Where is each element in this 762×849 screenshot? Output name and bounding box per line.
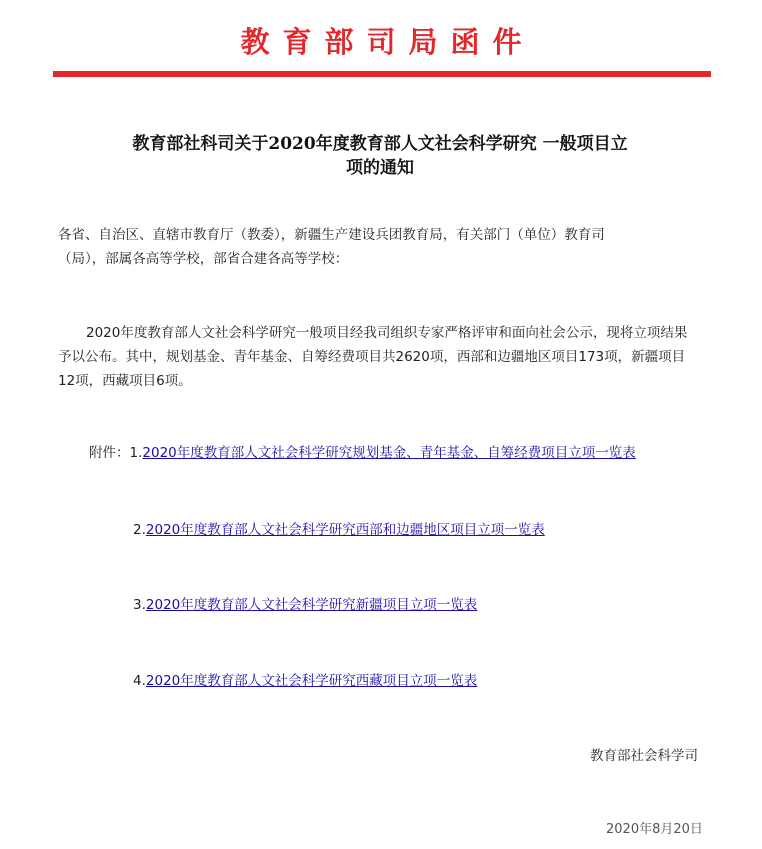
- attachment-number-1: 1.: [129, 445, 143, 461]
- attachment-number-2: 2.: [133, 522, 146, 538]
- document-title-line2: 项的通知: [346, 158, 414, 178]
- salutation-line2: （局），部属各高等学校，部省合建各高等学校：: [58, 251, 349, 267]
- body-paragraph: 2020年度教育部人文社会科学研究一般项目经我司组织专家严格评审和面向社会公示，现将立项结果予以公布。其中，规划基金、青年基金、自筹经费项目共2620项，西部和边疆地区项目173项，新疆项目12项，西藏项目6项。: [58, 325, 688, 389]
- attachment-link-4[interactable]: 2020年度教育部人文社会科学研究西藏项目立项一览表: [145, 673, 478, 689]
- attachment-link-2[interactable]: 2020年度教育部人文社会科学研究西部和边疆地区项目立项一览表: [145, 522, 545, 538]
- attachment-prefix: 附件：: [89, 445, 130, 461]
- attachment-number-3: 3.: [133, 597, 146, 613]
- salutation-line1: 各省、自治区、直辖市教育厅（教委），新疆生产建设兵团教育局，有关部门（单位）教育司: [58, 227, 605, 243]
- signature-date: 2020年8月20日: [606, 822, 703, 837]
- attachment-item-3: [133, 595, 477, 615]
- attachment-item-1: [89, 443, 636, 463]
- attachment-number-4: 4.: [133, 673, 146, 689]
- attachment-link-3[interactable]: 2020年度教育部人文社会科学研究新疆项目立项一览表: [145, 597, 478, 613]
- letterhead-red-rule: [53, 71, 711, 77]
- signer: 教育部社会科学司: [590, 748, 698, 764]
- letterhead-title: 教育部司局函件: [240, 25, 535, 59]
- salutation: [58, 223, 698, 271]
- attachment-item-4: [133, 671, 477, 691]
- document-title: [60, 132, 700, 180]
- attachment-link-1[interactable]: 2020年度教育部人文社会科学研究规划基金、青年基金、自筹经费项目立项一览表: [142, 445, 636, 461]
- document-title-line1: 教育部社科司关于2020年度教育部人文社会科学研究 一般项目立: [132, 134, 628, 154]
- attachment-item-2: [133, 520, 545, 540]
